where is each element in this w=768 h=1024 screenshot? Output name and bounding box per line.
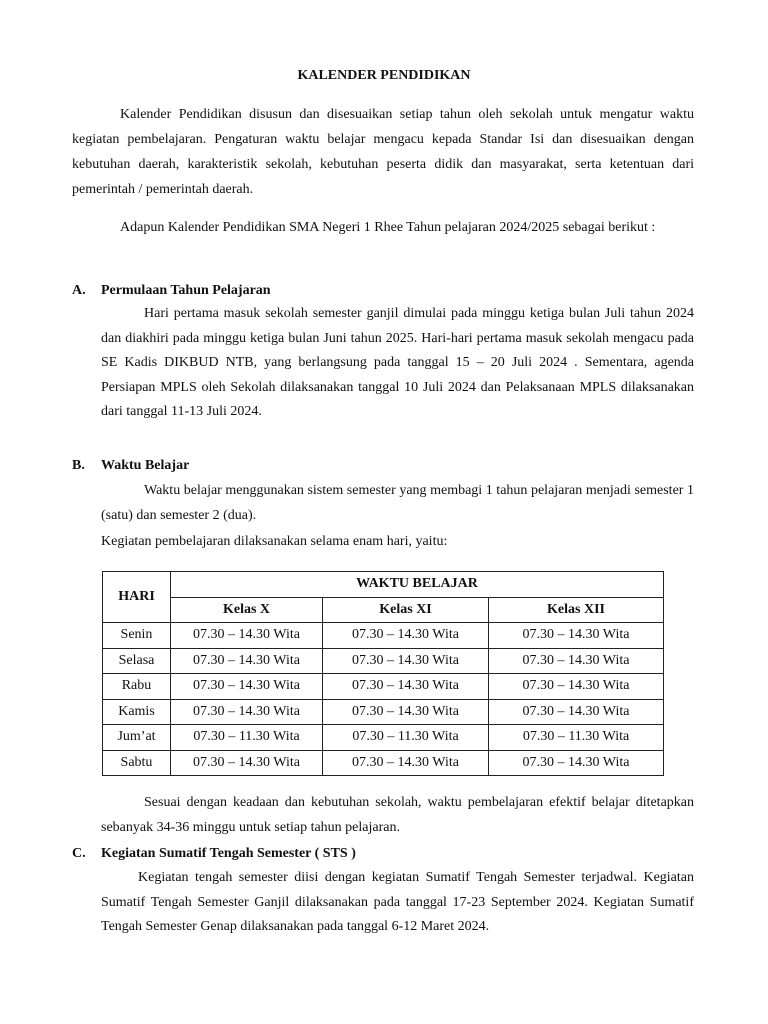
cell-kelas-x: 07.30 – 14.30 Wita [171,674,323,700]
section-c-body: Kegiatan tengah semester diisi dengan kegiatan Sumatif Tengah Semester terjadwal. Kegiatan Sumatif Tengah Semester Ganjil dilaksanakan pada tanggal 17-23 September 2024. Kegiatan Sumatif Tengah Semester Genap dilaksanakan pada tanggal 6-12 Maret 2024. [101,870,694,934]
cell-kelas-xi: 07.30 – 14.30 Wita [323,674,489,700]
section-b-body-1: Waktu belajar menggunakan sistem semester yang membagi 1 tahun pelajaran menjadi semester 1 (satu) dan semester 2 (dua). [101,483,694,523]
section-c-letter: C. [72,846,86,861]
cell-kelas-x: 07.30 – 14.30 Wita [171,750,323,776]
cell-kelas-x: 07.30 – 14.30 Wita [171,699,323,725]
section-c-title: Kegiatan Sumatif Tengah Semester ( STS ) [101,846,356,861]
table-row [103,674,664,700]
section-b-title: Waktu Belajar [101,458,190,473]
section-b-body-2: Kegiatan pembelajaran dilaksanakan selama enam hari, yaitu: [101,534,448,549]
header-hari: HARI [103,572,171,623]
cell-kelas-xii: 07.30 – 11.30 Wita [489,725,664,751]
header-kelas-x: Kelas X [171,597,323,623]
table-row [103,725,664,751]
cell-kelas-xii: 07.30 – 14.30 Wita [489,750,664,776]
document-title: KALENDER PENDIDIKAN [297,68,471,83]
cell-hari: Selasa [103,648,171,674]
cell-kelas-xi: 07.30 – 14.30 Wita [323,750,489,776]
cell-kelas-xi: 07.30 – 14.30 Wita [323,623,489,649]
cell-kelas-xi: 07.30 – 14.30 Wita [323,699,489,725]
cell-kelas-x: 07.30 – 11.30 Wita [171,725,323,751]
section-a-body: Hari pertama masuk sekolah semester ganjil dimulai pada minggu ketiga bulan Juli tahun 2024 dan diakhiri pada minggu ketiga bulan Juni tahun 2025. Hari-hari pertama masuk sekolah mengacu pada SE Kadis DIKBUD NTB, yang berlangsung pada tanggal 15 – 20 Juli 2024 . Sementara, agenda Persiapan MPLS oleh Sekolah dilaksanakan tanggal 10 Juli 2024 dan Pelaksanaan MPLS dilaksanakan dari tanggal 11-13 Juli 2024. [101,306,694,419]
section-a-letter: A. [72,283,86,298]
section-b-body-3: Sesuai dengan keadaan dan kebutuhan sekolah, waktu pembelajaran efektif belajar ditetapkan sebanyak 34-36 minggu untuk setiap tahun pelajaran. [101,795,694,835]
table-row [103,623,664,649]
cell-hari: Kamis [103,699,171,725]
section-a-title: Permulaan Tahun Pelajaran [101,283,271,298]
cell-hari: Rabu [103,674,171,700]
cell-hari: Sabtu [103,750,171,776]
header-kelas-xi: Kelas XI [323,597,489,623]
intro-paragraph-2: Adapun Kalender Pendidikan SMA Negeri 1 Rhee Tahun pelajaran 2024/2025 sebagai berikut : [120,220,656,235]
table-header-row [103,572,664,598]
section-a-heading [72,281,271,301]
cell-kelas-xi: 07.30 – 11.30 Wita [323,725,489,751]
cell-kelas-xii: 07.30 – 14.30 Wita [489,699,664,725]
cell-kelas-xii: 07.30 – 14.30 Wita [489,623,664,649]
section-b-letter: B. [72,458,85,473]
cell-hari: Senin [103,623,171,649]
cell-kelas-xii: 07.30 – 14.30 Wita [489,674,664,700]
cell-kelas-xi: 07.30 – 14.30 Wita [323,648,489,674]
cell-kelas-x: 07.30 – 14.30 Wita [171,623,323,649]
cell-kelas-x: 07.30 – 14.30 Wita [171,648,323,674]
table-row [103,750,664,776]
section-c-heading [72,844,356,864]
cell-hari: Jum’at [103,725,171,751]
table-subheader-row [103,597,664,623]
header-waktu-belajar: WAKTU BELAJAR [171,572,664,598]
header-kelas-xii: Kelas XII [489,597,664,623]
cell-kelas-xii: 07.30 – 14.30 Wita [489,648,664,674]
table-row [103,699,664,725]
section-b-heading [72,456,189,476]
intro-paragraph: Kalender Pendidikan disusun dan disesuaikan setiap tahun oleh sekolah untuk mengatur waktu kegiatan pembelajaran. Pengaturan waktu belajar mengacu kepada Standar Isi dan disesuaikan dengan kebutuhan daerah, karakteristik sekolah, kebutuhan peserta didik dan masyarakat, serta ketentuan dari pemerintah / pemerintah daerah. [72,107,694,197]
schedule-table [102,571,664,776]
table-row [103,648,664,674]
